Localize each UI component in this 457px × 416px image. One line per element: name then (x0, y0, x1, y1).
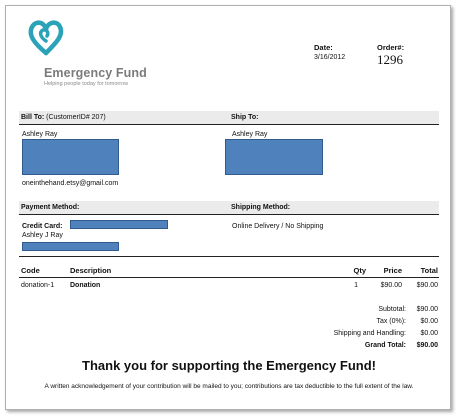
row-qty: 1 (354, 282, 358, 289)
ship-to-name: Ashley Ray (232, 131, 268, 138)
col-total: Total (420, 266, 438, 275)
row-total: $90.00 (416, 282, 438, 289)
invoice-document (5, 5, 451, 410)
shipping-method-value: Online Delivery / No Shipping (232, 223, 324, 230)
date-value: 3/16/2012 (314, 54, 346, 61)
table-header-rule (19, 277, 439, 278)
payment-method-label: Payment Method: (21, 204, 80, 211)
bill-to-label: Bill To: (21, 114, 45, 121)
org-tagline: Helping people today for tomorrow (44, 81, 129, 87)
order-label: Order#: (377, 43, 405, 52)
credit-card-label: Credit Card: (22, 223, 63, 230)
row-price: $90.00 (380, 282, 402, 289)
footer-note: A written acknowledgement of your contribution will be mailed to you; contributions are tax deductible to the full extent of the law. (44, 383, 414, 390)
thank-you-message: Thank you for supporting the Emergency Fund! (82, 358, 376, 373)
col-price: Price (383, 266, 402, 275)
heart-swirl-icon (26, 17, 66, 57)
col-qty: Qty (353, 266, 366, 275)
payment-header-bar (19, 201, 439, 215)
ship-to-label: Ship To: (231, 114, 259, 121)
col-description: Description (70, 266, 112, 275)
subtotal-value: $90.00 (416, 306, 438, 313)
grand-total-label: Grand Total: (364, 342, 406, 349)
payment-section-divider (19, 256, 439, 257)
org-name: Emergency Fund (44, 66, 147, 80)
bill-to-email: oneinthehand.etsy@gmail.com (22, 180, 119, 187)
tax-label: Tax (0%): (376, 318, 406, 325)
redacted-card-details (22, 242, 119, 251)
tax-value: $0.00 (420, 318, 438, 325)
customer-id: (CustomerID# 207) (46, 114, 106, 121)
bill-to-header (21, 114, 106, 121)
grand-total-value: $90.00 (416, 342, 438, 349)
redacted-card-number (70, 220, 168, 229)
col-code: Code (21, 266, 40, 275)
redacted-ship-address (225, 139, 323, 175)
date-label: Date: (314, 43, 333, 52)
shipping-handling-label: Shipping and Handling: (333, 330, 406, 337)
row-description: Donation (70, 282, 101, 289)
redacted-bill-address (22, 139, 119, 175)
row-code: donation-1 (21, 282, 55, 289)
shipping-method-label: Shipping Method: (231, 204, 291, 211)
address-header-bar (19, 111, 439, 125)
shipping-handling-value: $0.00 (420, 330, 438, 337)
order-number: 1296 (377, 52, 403, 67)
bill-to-name: Ashley Ray (22, 131, 58, 138)
card-holder: Ashley J Ray (22, 232, 63, 239)
subtotal-label: Subtotal: (378, 306, 406, 313)
